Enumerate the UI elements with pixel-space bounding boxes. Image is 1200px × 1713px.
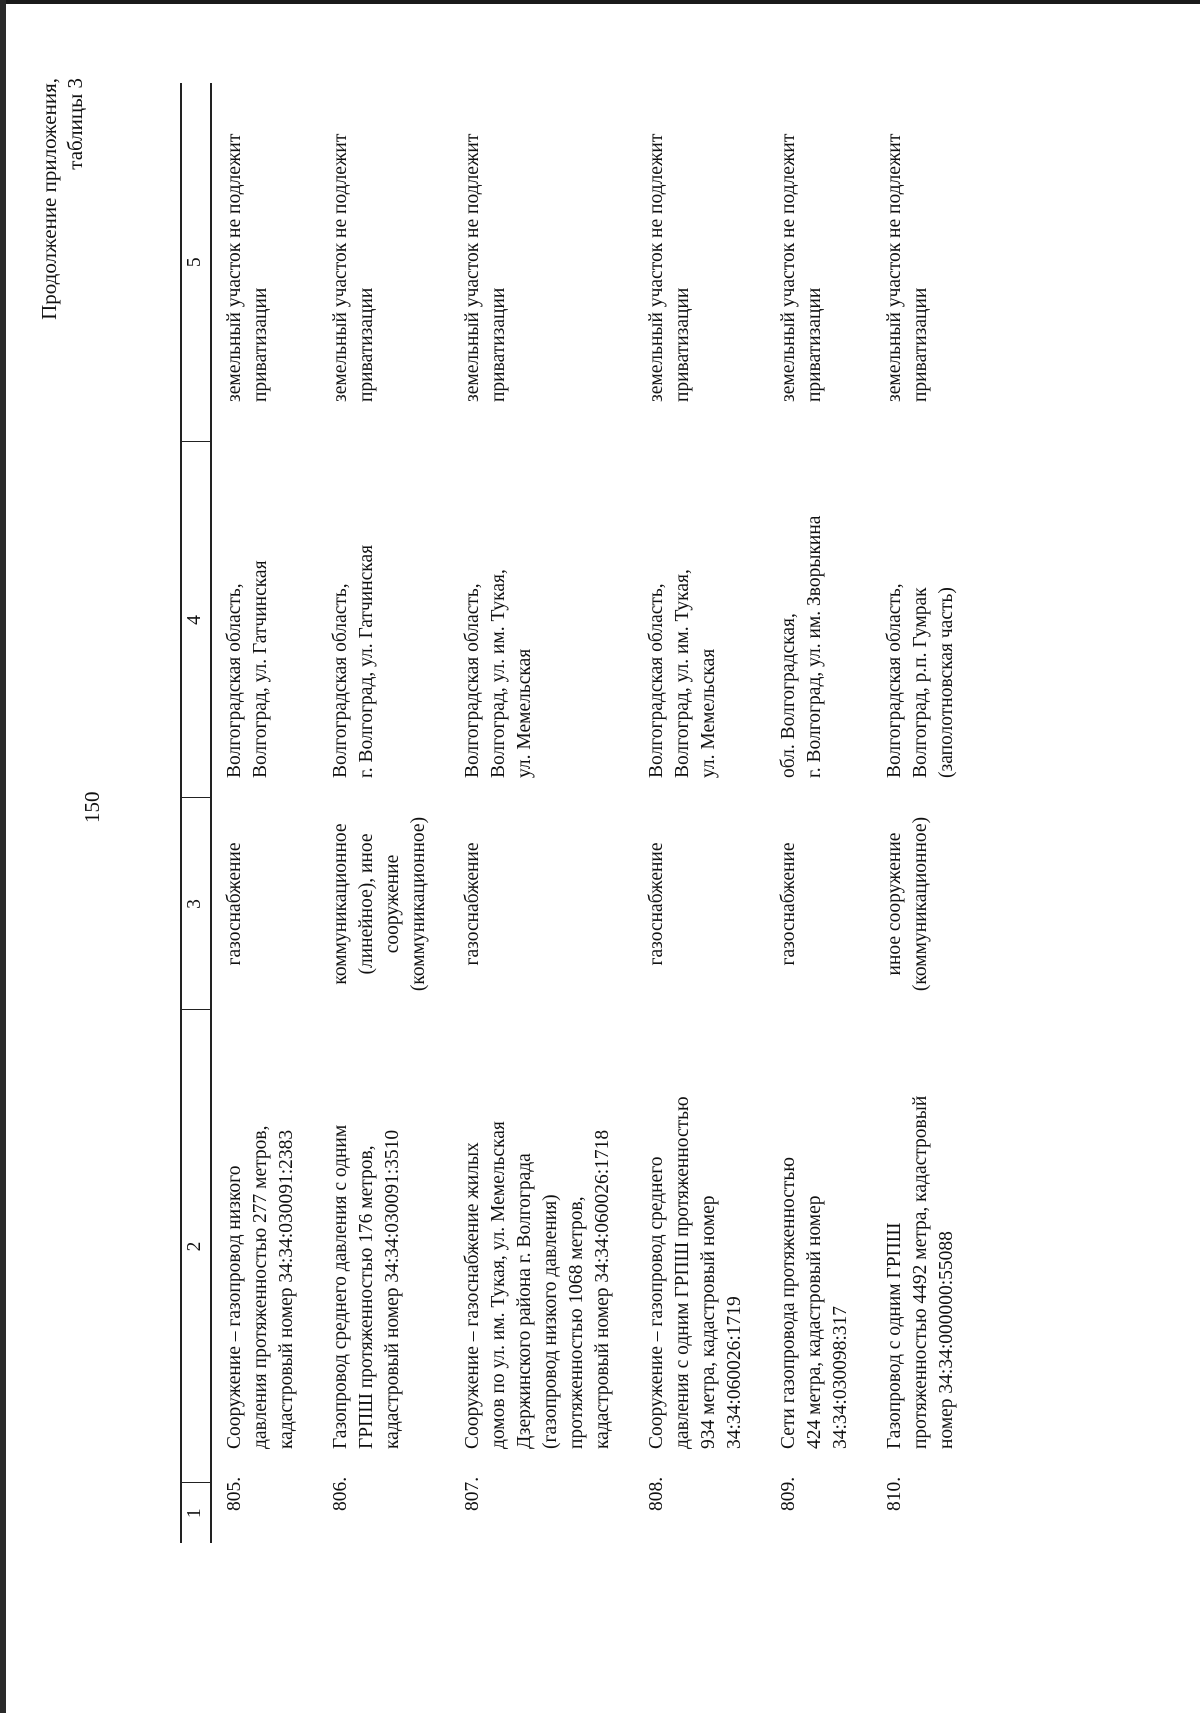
continuation-line-1: Продолжение приложения, [37, 78, 61, 320]
object-address-line: Волгоград, р.п. Гумрак [910, 587, 931, 778]
table-row [872, 83, 978, 1543]
object-address-cell [766, 442, 872, 798]
object-address-line: г. Волгоград, ул. Гатчинская [356, 544, 377, 778]
object-name-cell [634, 1010, 766, 1483]
object-name-line: кадастровый номер 34:34:060026:1718 [592, 1129, 613, 1449]
table-body [211, 83, 978, 1543]
land-note-line: земельный участок не подлежит [778, 133, 799, 402]
object-address-line: Волгоградская область, [462, 583, 483, 778]
object-type-line: (линейное), иное [356, 833, 377, 975]
row-number-cell: 805. [224, 1476, 245, 1511]
object-name-line: протяженностью 1068 метров, [566, 1196, 587, 1449]
row-number-cell: 807. [462, 1476, 483, 1511]
object-address-line: г. Волгоград, ул. им. Зворыкина [804, 515, 825, 778]
object-address-line: Волгоградская область, [884, 583, 905, 778]
land-note-cell [766, 83, 872, 442]
object-type-line: коммуникационное [330, 823, 351, 985]
land-note-line: земельный участок не подлежит [646, 133, 667, 402]
table-row [634, 83, 766, 1543]
object-name-cell [872, 1010, 978, 1483]
object-name-line: давления с одним ГРПШ протяженностью [672, 1096, 693, 1449]
header-col-4: 4 [181, 442, 211, 798]
object-address-line: ул. Мемельская [698, 648, 719, 778]
object-name-line: давления протяженностью 277 метров, [250, 1125, 271, 1449]
land-note-line: земельный участок не подлежит [224, 133, 245, 402]
object-name-line: Газопровод с одним ГРПШ [884, 1222, 905, 1449]
object-name-line: Сооружение – газоснабжение жилых [462, 1142, 483, 1449]
object-address-line: Волгоград, ул. им. Тукая, [672, 569, 693, 778]
object-name-line: 424 метра, кадастровый номер [804, 1195, 825, 1449]
object-name-cell [450, 1010, 634, 1483]
object-type-cell [318, 798, 450, 1010]
object-address-line: (заполотновская часть) [936, 587, 957, 778]
land-note-line: земельный участок не подлежит [330, 133, 351, 402]
land-note-line: приватизации [356, 287, 377, 402]
row-number-cell: 806. [330, 1476, 351, 1511]
object-name-line: 34:34:030098:317 [830, 1305, 851, 1449]
object-name-line: (газопровод низкого давления) [540, 1194, 561, 1449]
table-row [450, 83, 634, 1543]
row-number-cell: 808. [646, 1476, 667, 1511]
land-note-line: приватизации [250, 287, 271, 402]
object-address-line: Волгоградская область, [224, 583, 245, 778]
object-address-cell [450, 442, 634, 798]
object-type-cell [450, 798, 634, 1010]
land-note-cell [450, 83, 634, 442]
object-name-line: Сооружение – газопровод среднего [646, 1156, 667, 1449]
land-note-line: приватизации [672, 287, 693, 402]
registry-table [180, 83, 978, 1543]
land-note-line: земельный участок не подлежит [462, 133, 483, 402]
header-col-2: 2 [181, 1010, 211, 1483]
land-note-line: приватизации [910, 287, 931, 402]
table-row [211, 83, 318, 1543]
object-address-cell [634, 442, 766, 798]
object-type-line: газоснабжение [224, 842, 245, 966]
object-name-line: 934 метра, кадастровый номер [698, 1195, 719, 1449]
object-name-line: номер 34:34:000000:55088 [936, 1231, 957, 1449]
object-type-line: газоснабжение [646, 842, 667, 966]
object-address-line: Волгоград, ул. Гатчинская [250, 560, 271, 778]
object-type-line: газоснабжение [778, 842, 799, 966]
object-type-line: иное сооружение [884, 832, 905, 976]
object-type-cell [211, 798, 318, 1010]
object-type-line: сооружение [382, 854, 403, 954]
object-name-line: Сети газопровода протяженностью [778, 1157, 799, 1449]
object-name-cell [211, 1010, 318, 1483]
object-name-line: домов по ул. им. Тукая, ул. Мемельская [488, 1121, 509, 1449]
object-name-cell [766, 1010, 872, 1483]
object-name-line: Дзержинского района г. Волгограда [514, 1153, 535, 1449]
object-type-cell [872, 798, 978, 1010]
object-type-line: (коммуникационное) [910, 816, 931, 992]
object-type-cell [766, 798, 872, 1010]
header-col-3: 3 [181, 798, 211, 1010]
row-number-cell: 809. [778, 1476, 799, 1511]
page-number: 150 [80, 791, 104, 823]
land-note-cell [318, 83, 450, 442]
row-number-cell: 810. [884, 1476, 905, 1511]
object-address-cell [318, 442, 450, 798]
header-row [181, 83, 211, 1543]
object-name-line: Газопровод среднего давления с одним [330, 1124, 351, 1449]
object-name-line: 34:34:060026:1719 [724, 1296, 745, 1449]
object-name-line: кадастровый номер 34:34:030091:3510 [382, 1129, 403, 1449]
object-address-line: Волгоградская область, [330, 583, 351, 778]
land-note-cell [872, 83, 978, 442]
object-name-line: Сооружение – газопровод низкого [224, 1165, 245, 1449]
object-name-line: кадастровый номер 34:34:030091:2383 [276, 1129, 297, 1449]
table-row [766, 83, 872, 1543]
continuation-note [36, 78, 88, 320]
object-type-line: газоснабжение [462, 842, 483, 966]
object-name-line: ГРПШ протяженностью 176 метров, [356, 1145, 377, 1449]
object-address-cell [211, 442, 318, 798]
land-note-cell [211, 83, 318, 442]
object-address-line: обл. Волгоградская, [778, 613, 799, 778]
object-address-cell [872, 442, 978, 798]
land-note-cell [634, 83, 766, 442]
object-type-cell [634, 798, 766, 1010]
object-address-line: Волгоградская область, [646, 583, 667, 778]
continuation-line-2: таблицы 3 [63, 78, 87, 170]
object-type-line: (коммуникационное) [408, 816, 429, 992]
table-row [318, 83, 450, 1543]
object-name-line: протяженностью 4492 метра, кадастровый [910, 1095, 931, 1449]
header-col-5: 5 [181, 83, 211, 442]
land-note-line: земельный участок не подлежит [884, 133, 905, 402]
object-address-line: ул. Мемельская [514, 648, 535, 778]
object-address-line: Волгоград, ул. им. Тукая, [488, 569, 509, 778]
land-note-line: приватизации [804, 287, 825, 402]
land-note-line: приватизации [488, 287, 509, 402]
header-col-1: 1 [181, 1483, 211, 1543]
object-name-cell [318, 1010, 450, 1483]
